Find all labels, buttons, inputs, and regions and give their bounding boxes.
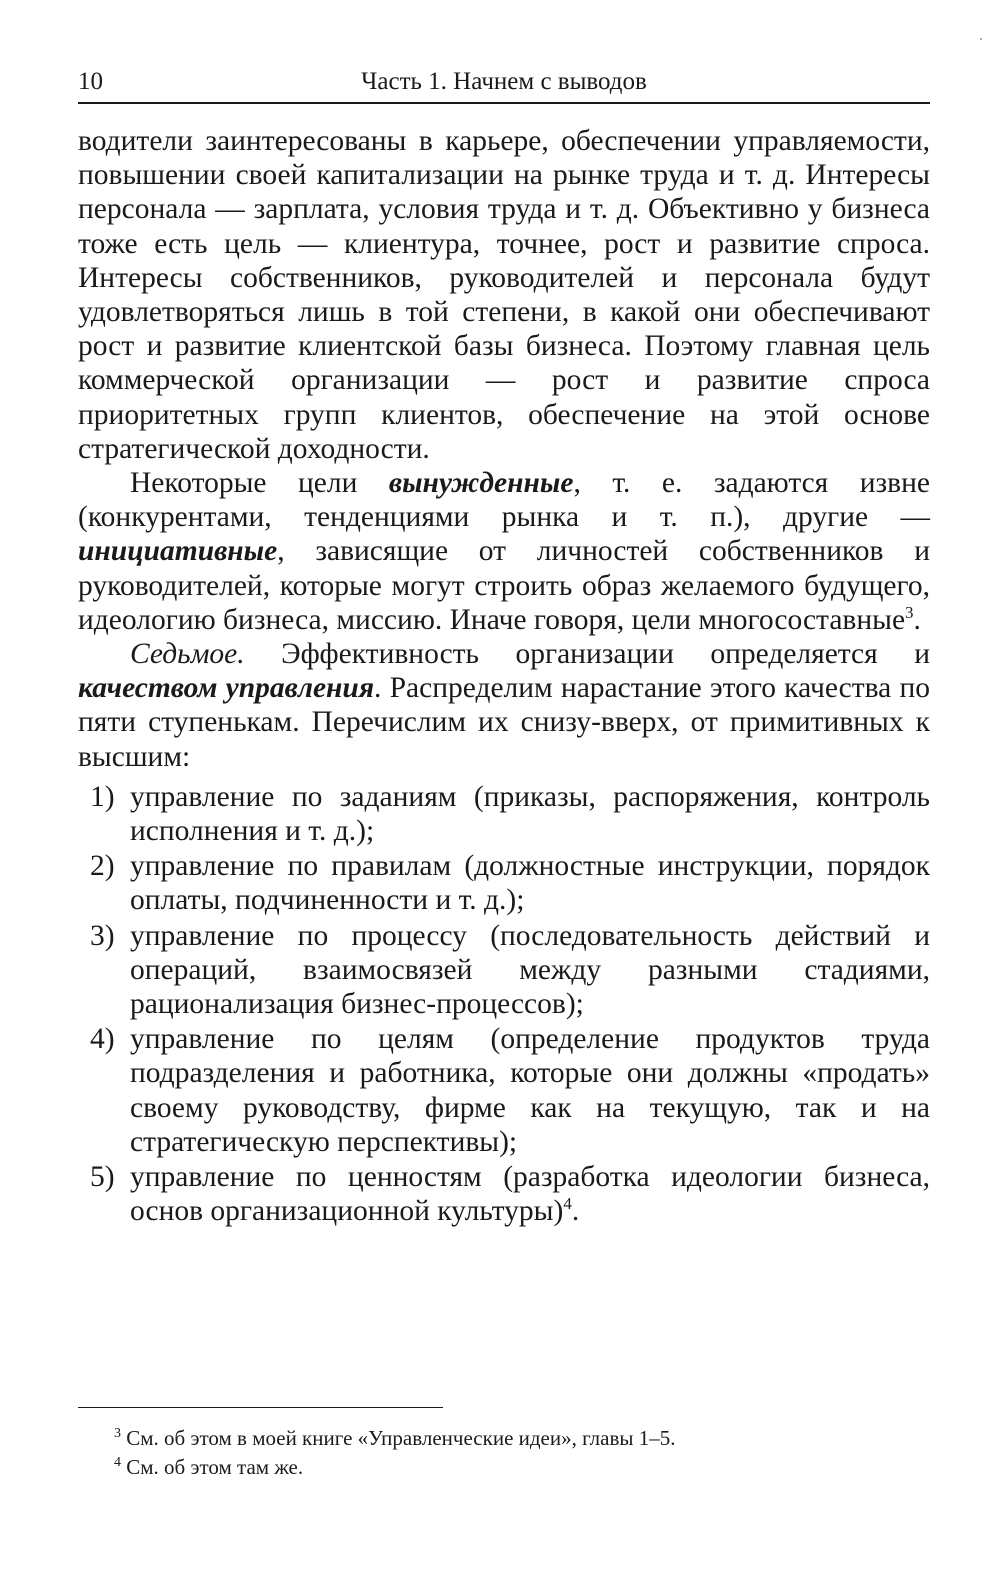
main-text <box>78 124 930 1230</box>
list-item-text: управление по заданиям (приказы, распоряжения, контроль исполнения и т. д.); <box>130 780 930 848</box>
running-title: Часть 1. Начнем с выводов <box>361 68 647 95</box>
footnote-separator <box>78 1407 443 1408</box>
list-item-text: управление по процессу (последовательность действий и операций, взаимосвязей между разными стадиями, рационализация бизнес-процессов); <box>130 919 930 1021</box>
scan-speck <box>980 38 982 40</box>
text-run: , т. е. задаются извне (конкурентами, тенденциями рынка и т. п.), другие — <box>78 467 930 534</box>
list-marker: 2) <box>90 850 115 883</box>
text-run: . <box>913 603 921 636</box>
text-run: , зависящие от личностей собственников и руководителей, которые могут строить образ желаемого будущего, идеологию бизнеса, миссию. Иначе говоря, цели многосоставные <box>78 535 930 636</box>
footnotes <box>114 1424 930 1482</box>
footnote-text: См. об этом там же. <box>126 1455 304 1479</box>
text-run: Эффективность организации определяется и <box>244 638 930 671</box>
footnote-3 <box>114 1424 930 1453</box>
lead-word: Седьмое. <box>130 638 245 671</box>
paragraph-continued: водители заинтересованы в карьере, обеспечении управляемости, повышении своей капитализации на рынке труда и т. д. Интересы персонала — зарплата, условия труда и т. д. Объективно у бизнеса тоже есть цель — клиентура, точнее, рост и развитие спроса. Интересы собственников, руководителей и персонала будут удовлетворяться лишь в той степени, в какой они обеспечивают рост и развитие клиентской базы бизнеса. Поэтому главная цель коммерческой организации — рост и развитие спроса приоритетных групп клиентов, обеспечение на этой основе стратегической доходности. <box>78 125 930 465</box>
list-marker: 4) <box>90 1023 115 1056</box>
footnote-text: См. об этом в моей книге «Управленческие идеи», главы 1–5. <box>126 1426 676 1450</box>
list-item <box>78 780 930 848</box>
footnote-number: 3 <box>114 1426 121 1441</box>
management-levels-list <box>78 780 930 1229</box>
list-item-text: управление по целям (определение продуктов труда подразделения и работника, которые они должны «продать» своему руководству, фирме как на текущую, так и на стратегическую перспективы); <box>130 1023 930 1158</box>
list-marker: 5) <box>90 1161 115 1194</box>
footnote-4 <box>114 1453 930 1482</box>
page-number: 10 <box>78 68 103 95</box>
paragraph-goals <box>78 466 930 637</box>
term-forced: вынужденные <box>388 467 574 500</box>
running-header <box>78 62 930 104</box>
term-management-quality: качеством управления <box>78 672 375 705</box>
term-initiative: инициативные <box>78 535 278 568</box>
footnote-number: 4 <box>114 1455 121 1470</box>
list-item <box>78 919 930 1022</box>
list-item <box>78 1160 930 1228</box>
list-marker: 1) <box>90 780 115 813</box>
list-item-text: управление по правилам (должностные инструкции, порядок оплаты, подчиненности и т. д.); <box>130 850 930 917</box>
text-run: Некоторые цели <box>130 467 389 500</box>
paragraph-seventh <box>78 637 930 774</box>
list-item-text: управление по ценностям (разработка идеологии бизнеса, основ организационной культуры) <box>130 1161 930 1228</box>
list-item <box>78 849 930 917</box>
footnote-ref-4[interactable]: 4 <box>563 1194 572 1214</box>
list-marker: 3) <box>90 919 115 952</box>
footnote-ref-3[interactable]: 3 <box>905 603 914 623</box>
list-item <box>78 1022 930 1159</box>
text-run: . <box>571 1195 580 1228</box>
book-page <box>78 0 930 1582</box>
text-run: . Распределим нарастание этого качества по пяти ступенькам. Перечислим их снизу-вверх, от примитивных к высшим: <box>78 672 931 773</box>
